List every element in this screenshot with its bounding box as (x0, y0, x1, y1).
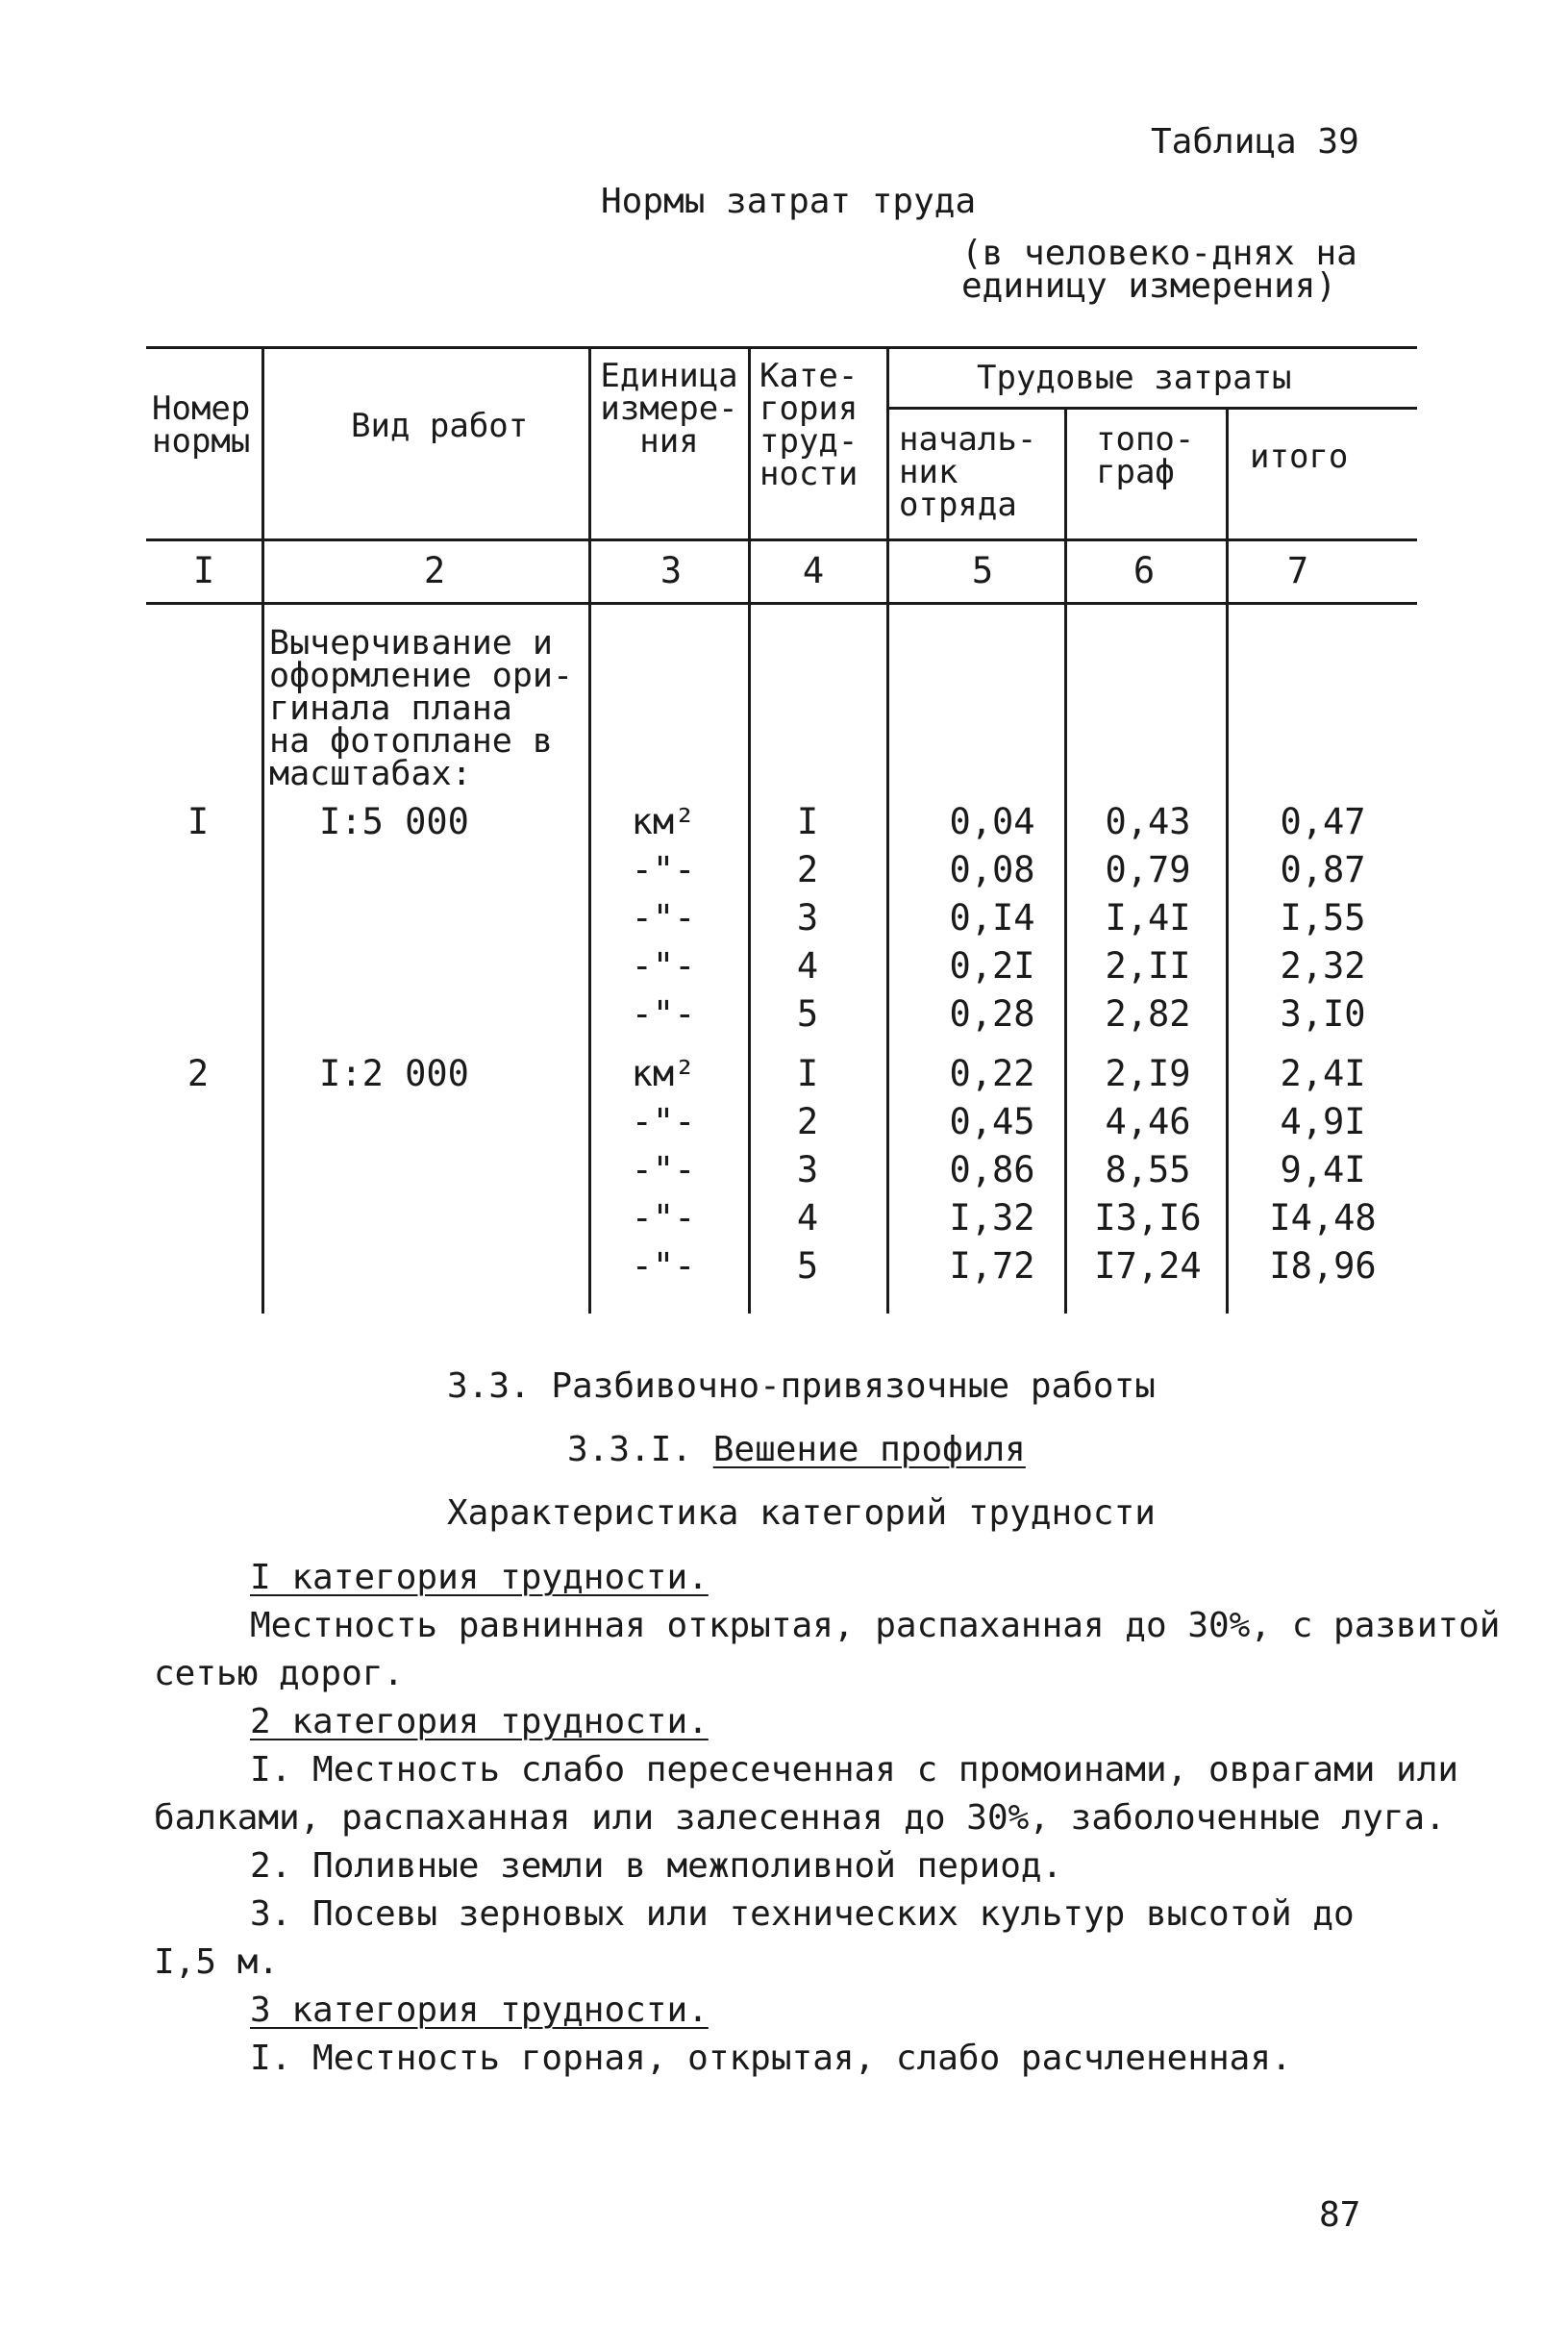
total-cell: 2,4I (1280, 1053, 1366, 1094)
chief-cell: 0,22 (949, 1053, 1035, 1094)
category-cell: I (796, 1053, 819, 1094)
total-cell: I8,96 (1269, 1245, 1377, 1287)
header-labor-costs: Трудовые затраты (977, 359, 1292, 397)
header-norm-number: Номер нормы (152, 389, 251, 461)
total-cell: I4,48 (1269, 1197, 1377, 1239)
category-cell: 4 (796, 1197, 819, 1239)
total-cell: 9,4I (1280, 1149, 1366, 1190)
col-divider-4 (886, 348, 889, 1314)
category-cell: 2 (796, 1101, 819, 1142)
section-heading: 3.3. Разбивочно-привязочные работы (447, 1366, 1156, 1406)
chief-cell: 0,I4 (949, 897, 1035, 939)
unit-cell: -"- (631, 1245, 696, 1287)
col-divider-5 (1064, 409, 1067, 1314)
topographer-cell: 0,43 (1105, 801, 1191, 842)
category-cell: 3 (796, 897, 819, 939)
col-divider-3 (748, 348, 751, 1314)
col-divider-6 (1226, 409, 1229, 1314)
characteristics-title: Характеристика категорий трудности (447, 1493, 1156, 1533)
unit-cell: -"- (631, 945, 696, 987)
col-divider-2 (588, 348, 591, 1314)
unit-cell: км² (631, 801, 696, 842)
total-cell: 2,32 (1280, 945, 1366, 987)
subsection-number: 3.3.I. (567, 1430, 693, 1469)
unit-cell: -"- (631, 1149, 696, 1190)
topographer-cell: 4,46 (1105, 1101, 1191, 1142)
column-number: 2 (423, 550, 446, 591)
total-cell: 0,47 (1280, 801, 1366, 842)
category-cell: 3 (796, 1149, 819, 1190)
chief-cell: I,32 (949, 1197, 1035, 1239)
chief-cell: 0,08 (949, 849, 1035, 890)
category-1-text-line-1: Местность равнинная открытая, распаханная до 30%, с развитой (250, 1606, 1501, 1645)
topographer-cell: 2,II (1105, 945, 1191, 987)
topographer-cell: 0,79 (1105, 849, 1191, 890)
category-2-title: 2 категория трудности. (250, 1702, 709, 1741)
page-number: 87 (1319, 2195, 1361, 2235)
column-number: 3 (660, 550, 683, 591)
table-number: Таблица 39 (1151, 122, 1359, 162)
topographer-cell: I7,24 (1094, 1245, 1202, 1287)
topographer-cell: I,4I (1105, 897, 1191, 939)
category-1-title: I категория трудности. (250, 1558, 709, 1597)
unit-cell: -"- (631, 897, 696, 939)
table-title: Нормы затрат труда (601, 182, 977, 221)
header-topographer: топо- граф (1096, 420, 1195, 491)
header-total: итого (1250, 438, 1349, 476)
category-cell: 2 (796, 849, 819, 890)
group-header-rule (886, 407, 1417, 410)
unit-note-line-2: единицу измерения) (961, 266, 1337, 306)
category-2-item-1-line-2: балками, распаханная или залесенная до 30%, заболоченные луга. (154, 1798, 1446, 1838)
category-cell: 5 (796, 1245, 819, 1287)
category-3-item-1: I. Местность горная, открытая, слабо расчлененная. (250, 2039, 1292, 2078)
topographer-cell: I3,I6 (1094, 1197, 1202, 1239)
header-team-chief: началь- ник отряда (899, 420, 1037, 524)
total-cell: 4,9I (1280, 1101, 1366, 1142)
total-cell: I,55 (1280, 897, 1366, 939)
total-cell: 3,I0 (1280, 993, 1366, 1035)
category-2-item-1-line-1: I. Местность слабо пересеченная с промоинами, оврагами или (250, 1750, 1459, 1790)
chief-cell: 0,45 (949, 1101, 1035, 1142)
category-2-item-3-line-2: I,5 м. (154, 1942, 280, 1982)
scale-label: I:2 000 (319, 1053, 469, 1094)
chief-cell: 0,86 (949, 1149, 1035, 1190)
header-work-type: Вид работ (351, 407, 529, 445)
column-number: 7 (1286, 550, 1309, 591)
unit-cell: -"- (631, 993, 696, 1035)
work-description: Вычерчивание и оформление ори- гинала плана на фотоплане в масштабах: (269, 624, 574, 793)
scale-label: I:5 000 (319, 801, 469, 842)
category-cell: 5 (796, 993, 819, 1035)
header-difficulty-category: Кате- гория труд- ности (759, 357, 859, 493)
chief-cell: 0,28 (949, 993, 1035, 1035)
topographer-cell: 2,82 (1105, 993, 1191, 1035)
unit-cell: -"- (631, 1101, 696, 1142)
unit-cell: км² (631, 1053, 696, 1094)
subsection-heading (567, 1430, 1026, 1469)
col-divider-1 (261, 348, 264, 1314)
chief-cell: 0,04 (949, 801, 1035, 842)
norm-number: 2 (187, 1053, 210, 1094)
category-2-item-2: 2. Поливные земли в межполивной период. (250, 1846, 1063, 1886)
unit-cell: -"- (631, 849, 696, 890)
category-cell: 4 (796, 945, 819, 987)
category-cell: I (796, 801, 819, 842)
unit-note-line-1: (в человеко-днях на (961, 234, 1357, 273)
unit-cell: -"- (631, 1197, 696, 1239)
chief-cell: I,72 (949, 1245, 1035, 1287)
norm-number: I (187, 801, 210, 842)
topographer-cell: 8,55 (1105, 1149, 1191, 1190)
column-number: 6 (1132, 550, 1156, 591)
table-top-rule (146, 346, 1417, 349)
column-number: 5 (971, 550, 994, 591)
subsection-title: Вешение профиля (712, 1430, 1026, 1469)
total-cell: 0,87 (1280, 849, 1366, 890)
category-1-text-line-2: сетью дорог. (154, 1654, 405, 1693)
category-2-item-3-line-1: 3. Посевы зерновых или технических культур высотой до (250, 1894, 1355, 1934)
topographer-cell: 2,I9 (1105, 1053, 1191, 1094)
column-number: 4 (802, 550, 825, 591)
header-unit: Единица измере- ния (600, 357, 738, 461)
category-3-title: 3 категория трудности. (250, 1990, 709, 2030)
chief-cell: 0,2I (949, 945, 1035, 987)
column-number: I (192, 550, 215, 591)
